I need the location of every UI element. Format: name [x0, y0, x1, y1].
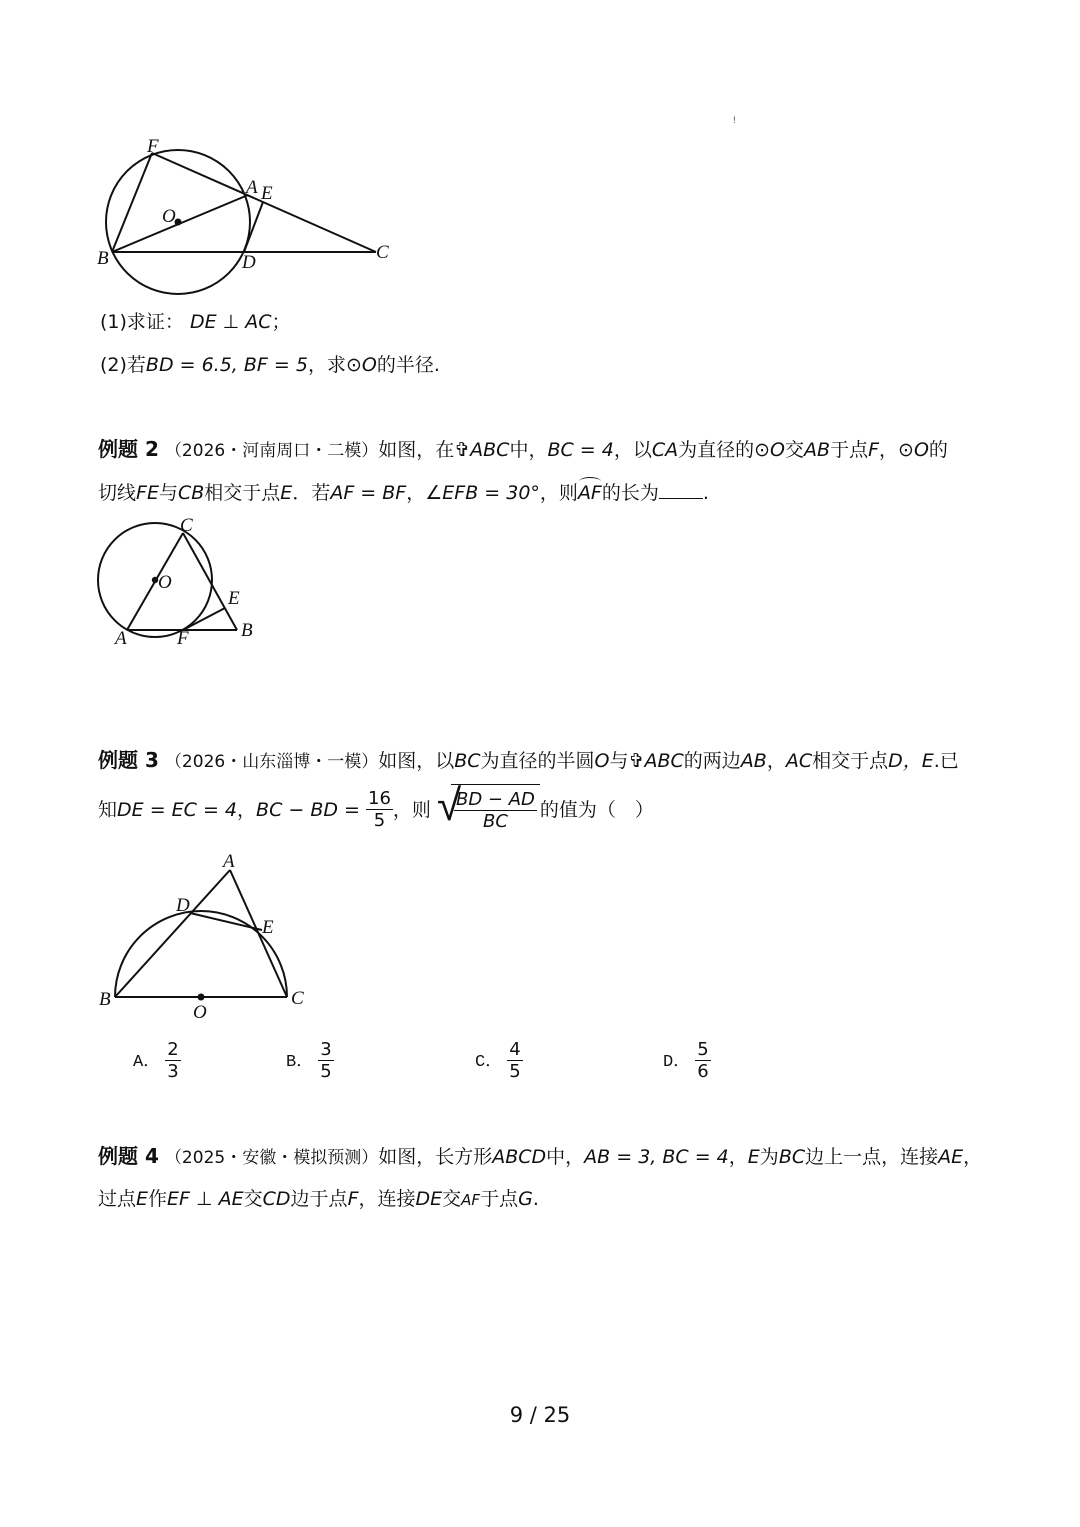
fig3-label-E: E: [262, 917, 274, 938]
q1-part-2: (2)若BD = 6.5, BF = 5，求⊙O的半径.: [100, 354, 440, 376]
option-D: D． $\frac{5}{6}$: [663, 1039, 709, 1082]
example-3-title: 例题 3: [98, 748, 159, 772]
fig3-seg-BA: [115, 870, 230, 997]
fig2-label-C: C: [180, 515, 193, 536]
figure-3-semicircle-triangle: [90, 845, 320, 1025]
fig2-seg-FE: [183, 608, 225, 630]
fig2-label-A: A: [115, 628, 127, 649]
example-3-line-2: 知DE = EC = 4，BC − BD = $\frac{16}{5}$ ，则 √ $\frac{BD - AD}{BC}$ 的值为（ ）: [98, 784, 654, 837]
example-2-line-2: 切线FE与CB相交于点E．若AF = BF，∠EFB = 30°，则AF的长为 .: [98, 482, 709, 504]
fig2-label-O: O: [158, 572, 172, 593]
fig2-label-B: B: [241, 620, 253, 641]
option-A: A． $\frac{2}{3}$: [133, 1039, 179, 1082]
example-3-source: （2026・山东淄博・一模）: [164, 752, 379, 772]
top-mark: ǃ: [733, 116, 736, 126]
fig3-label-D: D: [176, 895, 190, 916]
fig1-label-D: D: [242, 252, 256, 273]
example-4-title: 例题 4: [98, 1144, 159, 1168]
example-4-source: （2025・安徽・模拟预测）: [164, 1148, 379, 1168]
example-2-line-1: 例题 2 （2026・河南周口・二模）如图，在✞ABC中，BC = 4，以CA为直径的⊙O交AB于点F，⊙O的: [98, 437, 948, 461]
example-4-line-2: 过点E作EF ⊥ AE交CD边于点F，连接DE交AF于点G.: [98, 1188, 539, 1210]
fraction-16-5: $\frac{16}{5}$: [368, 788, 391, 831]
fig1-label-F: F: [147, 136, 159, 157]
fig3-center-dot: [198, 994, 205, 1001]
sqrt-expression: √ $\frac{BD - AD}{BC}$: [437, 784, 540, 837]
fig1-label-C: C: [376, 242, 389, 263]
figure-1-circle-triangle: [90, 130, 410, 305]
fig3-label-O: O: [193, 1002, 207, 1023]
fig1-label-B: B: [97, 248, 109, 269]
fig1-label-O: O: [162, 206, 176, 227]
example-4-line-1: 例题 4 （2025・安徽・模拟预测）如图，长方形ABCD中，AB = 3, BC = 4，E为BC边上一点，连接AE，: [98, 1144, 983, 1168]
figure-2-circle-triangle: [90, 515, 270, 650]
example-2-source: （2026・河南周口・二模）: [164, 441, 379, 461]
arc-AF: AF: [577, 482, 602, 504]
page-number: 9 / 25: [509, 1403, 571, 1427]
option-B: B． $\frac{3}{5}$: [286, 1039, 332, 1082]
q1-part-1: (1)求证： DE ⊥ AC；: [100, 311, 291, 333]
fig2-label-E: E: [228, 588, 240, 609]
fig1-label-A: A: [246, 177, 258, 198]
fig1-seg-DE: [244, 202, 263, 252]
fig3-label-B: B: [99, 989, 111, 1010]
fig3-label-C: C: [291, 988, 304, 1009]
option-C: C． $\frac{4}{5}$: [475, 1039, 521, 1082]
example-3-line-1: 例题 3 （2026・山东淄博・一模）如图，以BC为直径的半圆O与✞ABC的两边AB，AC相交于点D，E.已: [98, 748, 959, 772]
fig1-label-E: E: [261, 183, 273, 204]
fig3-seg-AC: [230, 870, 287, 997]
answer-blank: [659, 480, 703, 499]
fig3-label-A: A: [223, 851, 235, 872]
example-2-title: 例题 2: [98, 437, 159, 461]
fig2-label-F: F: [177, 628, 189, 649]
